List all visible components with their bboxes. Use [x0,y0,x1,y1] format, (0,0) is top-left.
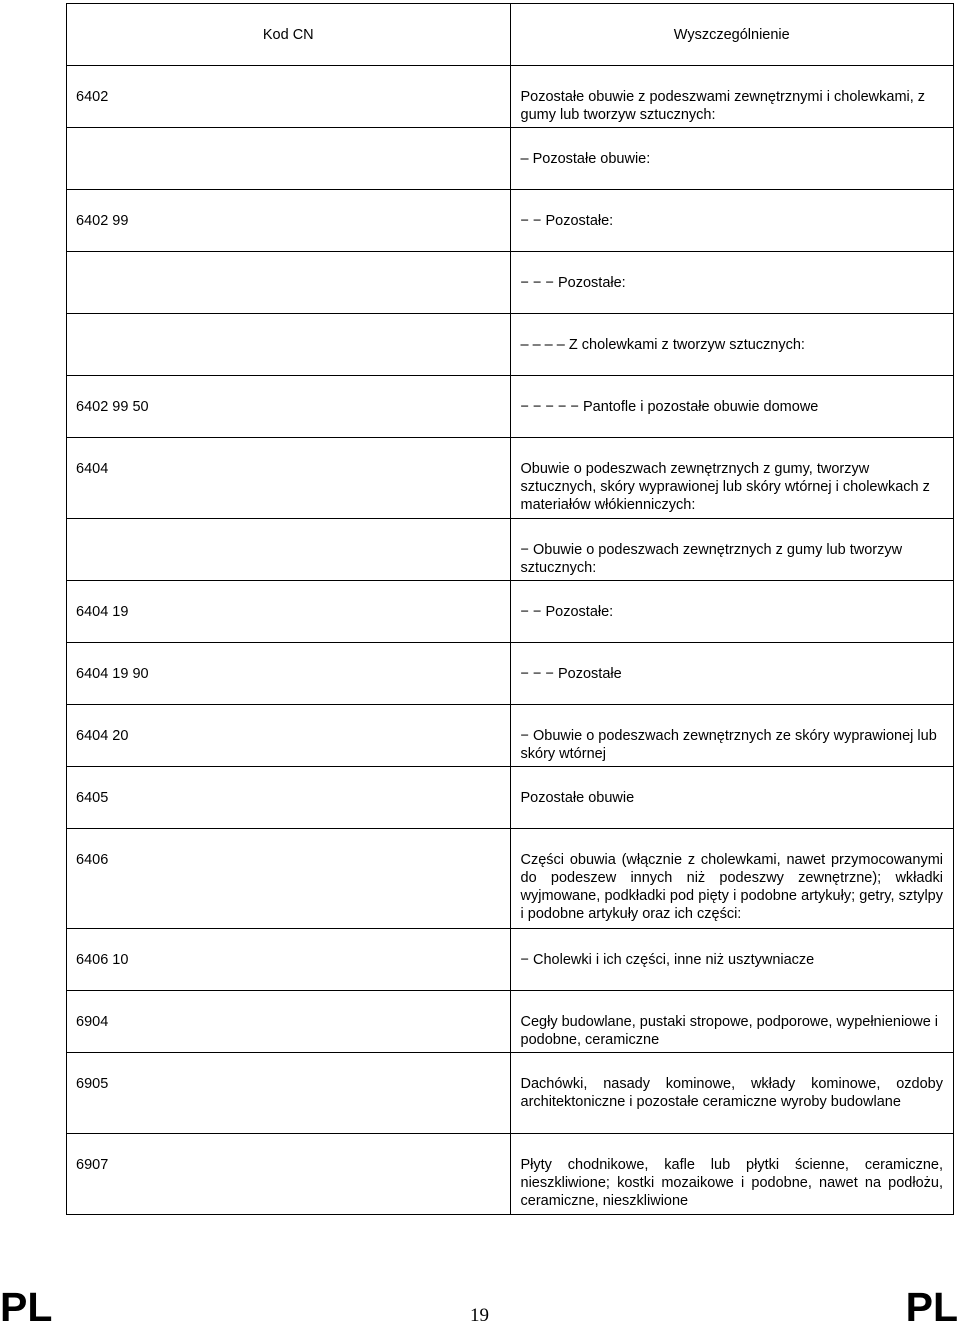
description-cell [510,438,954,519]
description-cell [510,314,954,376]
description-cell [510,252,954,314]
cn-code: 6904 [76,1014,109,1030]
description-cell [510,705,954,767]
description-text: Pozostałe obuwie z podeszwami zewnętrznymi i cholewkami, z gumy lub tworzyw sztucznych: [520,89,926,123]
table-row [67,929,954,991]
column-header-code: Kod CN [67,4,511,66]
description-text: − − − Pozostałe [520,666,622,682]
description-text: − − Pozostałe: [520,213,614,229]
cn-code: 6404 19 [76,604,129,620]
description-text: Części obuwia (włącznie z cholewkami, nawet przymocowanymi do podeszew innych niż podeszwy zewnętrzne); wkładki wyjmowane, podkładki pod pięty i podobne artykuły; getry, sztylpy i podobne artykuły oraz ich części: [520,852,943,922]
cn-code-cell [67,314,511,376]
description-text: − Obuwie o podeszwach zewnętrznych z gumy lub tworzyw sztucznych: [520,542,903,576]
description-cell [510,1053,954,1134]
description-cell [510,66,954,128]
description-text: − − Pozostałe: [520,604,614,620]
cn-code-cell [67,643,511,705]
cn-code-cell [67,438,511,519]
description-cell [510,829,954,929]
table-row [67,1134,954,1215]
cn-code-cell [67,128,511,190]
cn-code [76,314,510,336]
table-row [67,376,954,438]
cn-code: 6404 [76,461,109,477]
cn-code: 6406 [76,852,109,868]
description-text: Cegły budowlane, pustaki stropowe, podporowe, wypełnieniowe i podobne, ceramiczne [520,1014,939,1048]
table-row [67,128,954,190]
description-text: – – – – Z cholewkami z tworzyw sztucznych: [520,337,805,353]
cn-code-cell [67,519,511,581]
footer-language-left: PL [0,1284,53,1330]
cn-code: 6905 [76,1076,109,1092]
cn-code: 6405 [76,790,109,806]
cn-code: 6404 19 90 [76,666,149,682]
cn-code-cell [67,190,511,252]
table-row [67,519,954,581]
description-cell [510,581,954,643]
table-row [67,314,954,376]
table-row [67,991,954,1053]
description-text: Płyty chodnikowe, kafle lub płytki ścienne, ceramiczne, nieszkliwione; kostki mozaikowe i podobne, nawet na podłożu, ceramiczne, nieszkliwione [520,1157,943,1209]
description-cell [510,519,954,581]
cn-code: 6406 10 [76,952,129,968]
description-text: − − − − − Pantofle i pozostałe obuwie domowe [520,399,819,415]
cn-code-cell [67,1134,511,1215]
cn-code-cell [67,252,511,314]
cn-code-cell [67,376,511,438]
description-text: Dachówki, nasady kominowe, wkłady kominowe, ozdoby architektoniczne i pozostałe ceramiczne wyroby budowlane [520,1076,943,1110]
footer-language-right: PL [905,1284,958,1330]
cn-code: 6404 20 [76,728,129,744]
cn-code [76,128,510,150]
cn-code-cell [67,929,511,991]
description-cell [510,991,954,1053]
cn-code-cell [67,829,511,929]
table-header-row [67,4,954,66]
table-row [67,767,954,829]
description-cell [510,128,954,190]
description-cell [510,929,954,991]
table-row [67,438,954,519]
description-text: − − − Pozostałe: [520,275,626,291]
cn-code [76,252,510,274]
cn-code: 6907 [76,1157,109,1173]
description-cell [510,376,954,438]
cn-code-cell [67,991,511,1053]
description-cell [510,190,954,252]
description-text: − Cholewki i ich części, inne niż usztywniacze [520,952,815,968]
cn-code-cell [67,1053,511,1134]
cn-code: 6402 99 [76,213,129,229]
description-cell [510,643,954,705]
table-row [67,643,954,705]
cn-code-cell [67,767,511,829]
table-row [67,66,954,128]
cn-code: 6402 [76,89,109,105]
table-row [67,829,954,929]
cn-code-cell [67,66,511,128]
cn-code-cell [67,705,511,767]
description-text: − Obuwie o podeszwach zewnętrznych ze skóry wyprawionej lub skóry wtórnej [520,728,937,762]
cn-code-cell [67,581,511,643]
cn-code [76,519,510,541]
table-row [67,1053,954,1134]
description-cell [510,767,954,829]
description-cell [510,1134,954,1215]
table-row [67,581,954,643]
table-row [67,252,954,314]
description-text: Pozostałe obuwie [520,790,635,806]
table-row [67,190,954,252]
cn-code-table [66,3,954,1215]
column-header-description: Wyszczególnienie [510,4,954,66]
cn-code: 6402 99 50 [76,399,149,415]
description-text: – Pozostałe obuwie: [520,151,651,167]
description-text: Obuwie o podeszwach zewnętrznych z gumy, tworzyw sztucznych, skóry wyprawionej lub skóry wtórnej i cholewkach z materiałów włókienniczych: [520,461,930,513]
page-number: 19 [470,1305,489,1326]
table-row [67,705,954,767]
